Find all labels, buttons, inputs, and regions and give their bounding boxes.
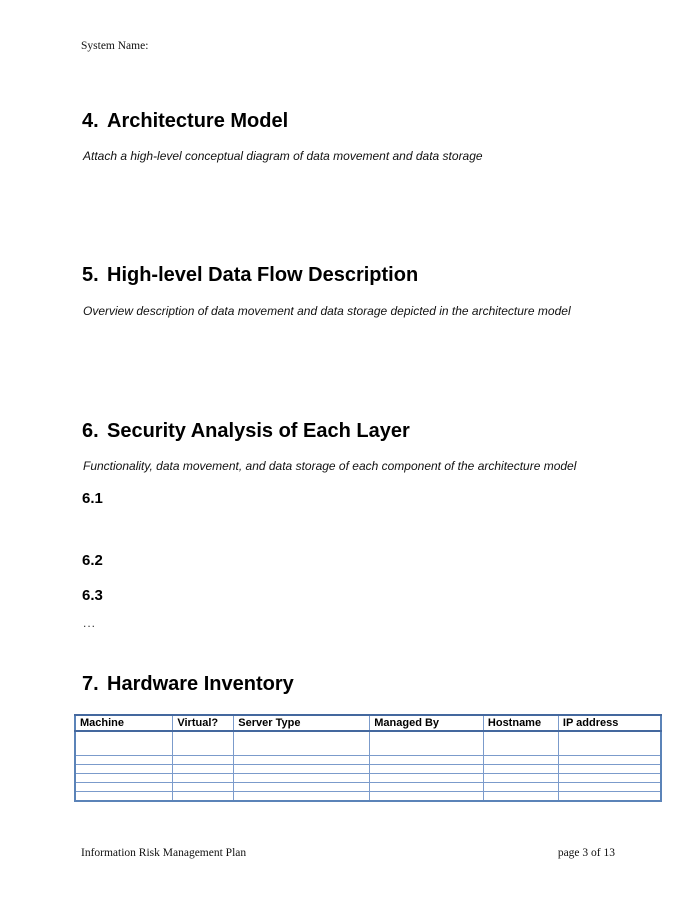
table-cell[interactable] xyxy=(234,792,370,802)
system-name-label: System Name: xyxy=(81,40,149,52)
section-7-heading xyxy=(82,673,294,696)
table-header-cell: Machine xyxy=(75,715,173,731)
table-cell[interactable] xyxy=(558,731,661,756)
table-cell[interactable] xyxy=(173,765,234,774)
section-6-number: 6. xyxy=(82,420,99,442)
section-4-number: 4. xyxy=(82,110,99,132)
table-cell[interactable] xyxy=(558,783,661,792)
table-cell[interactable] xyxy=(75,783,173,792)
section-4-title: Architecture Model xyxy=(107,110,289,132)
table-cell[interactable] xyxy=(234,774,370,783)
table-header-row xyxy=(75,715,661,731)
table-cell[interactable] xyxy=(234,731,370,756)
table-cell[interactable] xyxy=(558,792,661,802)
subsection-6-1: 6.1 xyxy=(82,490,103,507)
table-cell[interactable] xyxy=(558,774,661,783)
table-row xyxy=(75,731,661,756)
table-cell[interactable] xyxy=(173,774,234,783)
table-cell[interactable] xyxy=(483,792,558,802)
table-cell[interactable] xyxy=(75,792,173,802)
footer-page-number: page 3 of 13 xyxy=(557,847,615,859)
table-header-cell: Managed By xyxy=(370,715,484,731)
hardware-table xyxy=(74,714,662,802)
section-5-number: 5. xyxy=(82,264,99,286)
section-7-title: Hardware Inventory xyxy=(107,673,294,695)
hardware-table-container xyxy=(74,714,662,802)
table-cell[interactable] xyxy=(173,731,234,756)
subsection-6-2: 6.2 xyxy=(82,552,103,569)
table-cell[interactable] xyxy=(75,774,173,783)
ellipsis-placeholder: ... xyxy=(83,616,97,630)
table-cell[interactable] xyxy=(483,765,558,774)
table-cell[interactable] xyxy=(234,765,370,774)
subsection-6-3: 6.3 xyxy=(82,587,103,604)
table-cell[interactable] xyxy=(75,731,173,756)
table-row xyxy=(75,774,661,783)
table-cell[interactable] xyxy=(558,756,661,765)
section-5-description: Overview description of data movement and data storage depicted in the architecture model xyxy=(83,304,571,318)
table-cell[interactable] xyxy=(173,756,234,765)
section-5-heading xyxy=(82,264,418,287)
section-6-title: Security Analysis of Each Layer xyxy=(107,420,410,442)
table-cell[interactable] xyxy=(370,774,484,783)
table-cell[interactable] xyxy=(483,731,558,756)
table-row xyxy=(75,783,661,792)
page-footer xyxy=(81,847,615,859)
table-cell[interactable] xyxy=(370,731,484,756)
table-row xyxy=(75,765,661,774)
table-row xyxy=(75,792,661,802)
table-cell[interactable] xyxy=(234,783,370,792)
table-header-cell: Hostname xyxy=(483,715,558,731)
table-cell[interactable] xyxy=(370,783,484,792)
table-cell[interactable] xyxy=(173,783,234,792)
section-7-number: 7. xyxy=(82,673,99,695)
table-header-cell: IP address xyxy=(558,715,661,731)
table-cell[interactable] xyxy=(75,765,173,774)
section-6-heading xyxy=(82,420,410,443)
table-cell[interactable] xyxy=(370,756,484,765)
table-cell[interactable] xyxy=(483,774,558,783)
table-cell[interactable] xyxy=(558,765,661,774)
table-header-cell: Virtual? xyxy=(173,715,234,731)
table-cell[interactable] xyxy=(370,765,484,774)
section-4-heading xyxy=(82,110,288,133)
table-header-cell: Server Type xyxy=(234,715,370,731)
table-cell[interactable] xyxy=(173,792,234,802)
table-row xyxy=(75,756,661,765)
table-cell[interactable] xyxy=(234,756,370,765)
section-5-title: High-level Data Flow Description xyxy=(107,264,419,286)
table-cell[interactable] xyxy=(75,756,173,765)
footer-document-title: Information Risk Management Plan xyxy=(81,847,247,859)
section-4-description: Attach a high-level conceptual diagram of data movement and data storage xyxy=(83,149,483,163)
table-cell[interactable] xyxy=(483,783,558,792)
section-6-description: Functionality, data movement, and data storage of each component of the architecture model xyxy=(83,459,577,473)
table-cell[interactable] xyxy=(483,756,558,765)
table-cell[interactable] xyxy=(370,792,484,802)
